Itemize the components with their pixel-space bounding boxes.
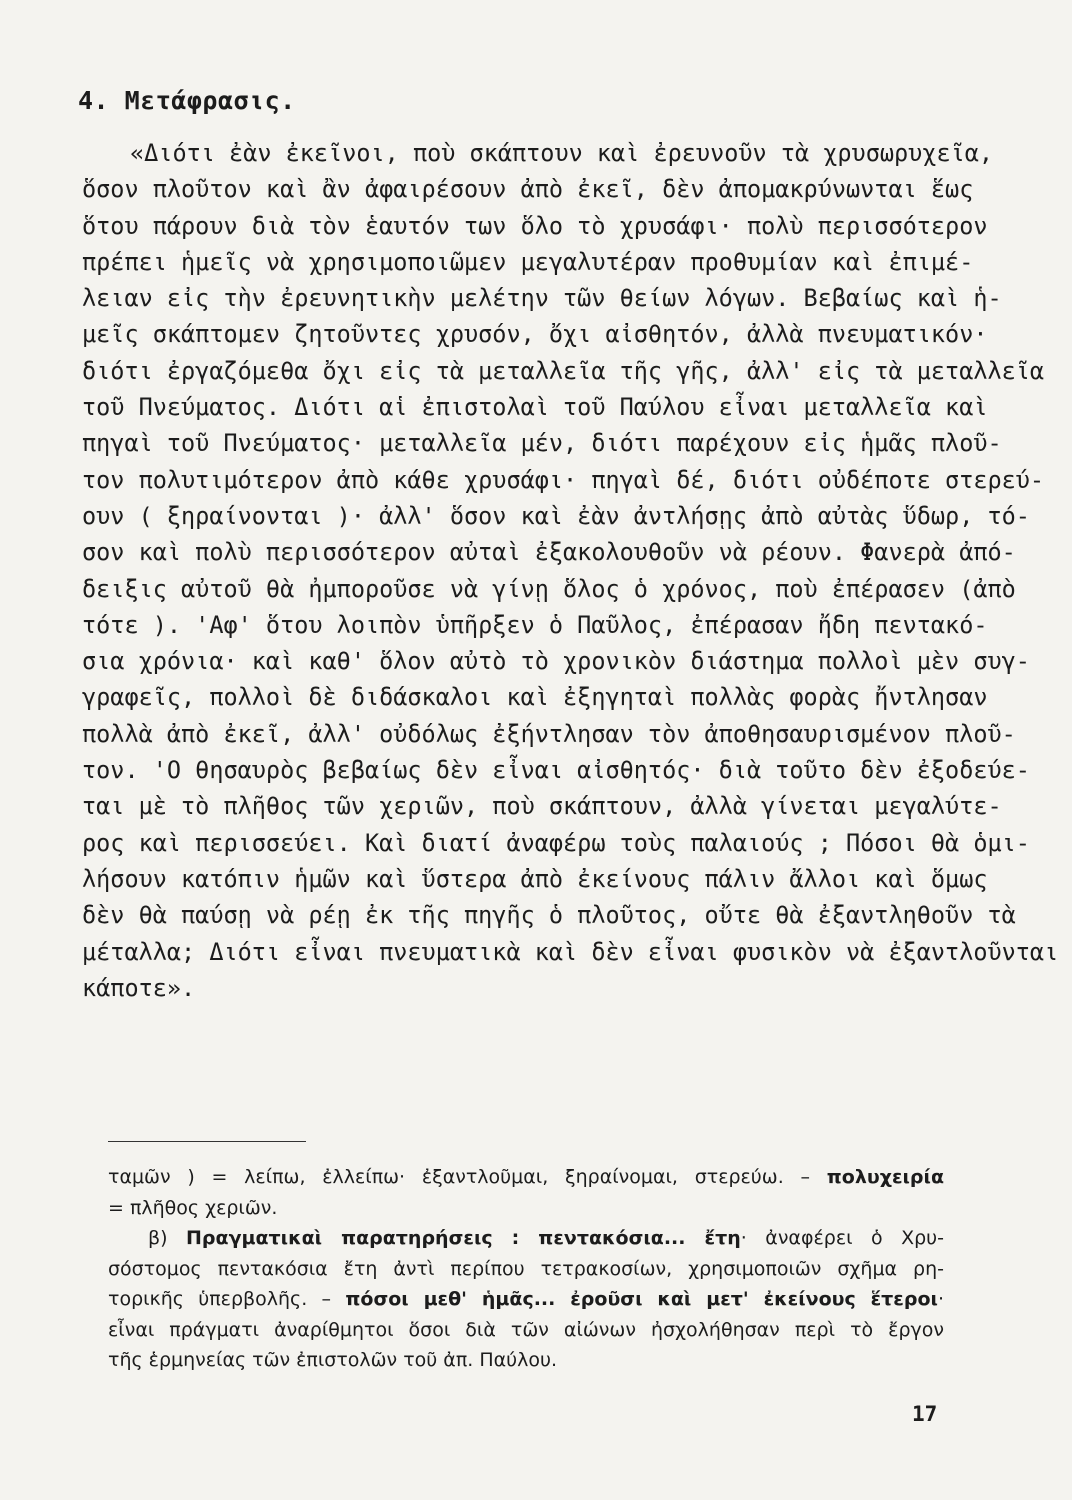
footnote-line	[108, 1193, 944, 1224]
body-line: πολλὰ ἀπὸ ἐκεῖ, ἀλλ' οὐδόλως ἐξήντλησαν τὸν ἀποθησαυρισμένον πλοῦ-	[82, 719, 1016, 748]
body-line: σον καὶ πολὺ περισσότερον αὐταὶ ἐξακολουθοῦν νὰ ρέουν. Φανερὰ ἀπό-	[82, 538, 1016, 567]
footnote-divider	[108, 1141, 306, 1142]
body-line: μεῖς σκάπτομεν ζητοῦντες χρυσόν, ὄχι αἰσθητόν, ἀλλὰ πνευματικόν·	[82, 320, 988, 349]
body-line: κάποτε».	[82, 973, 196, 1002]
footnote-text: ταμῶν ) = λείπω, ἐλλείπω· ἐξαντλοῦμαι, ξηραίνομαι, στερεύω. –	[108, 1166, 810, 1188]
body-line: ὅτου πάρουν διὰ τὸν ἑαυτόν των ὅλο τὸ χρυσάφι· πολὺ περισσότερον	[82, 211, 988, 240]
footnote-line	[108, 1315, 944, 1346]
page-number: 17	[912, 1402, 938, 1426]
body-line: πρέπει ἡμεῖς νὰ χρησιμοποιῶμεν μεγαλυτέραν προθυμίαν καὶ ἐπιμέ-	[82, 247, 974, 276]
footnote-line	[108, 1254, 944, 1285]
body-line: μέταλλα; Διότι εἶναι πνευματικὰ καὶ δὲν εἶναι φυσικὸν νὰ ἐξαντλοῦνται	[82, 937, 1059, 966]
footnotes	[108, 1162, 944, 1376]
body-line: ουν ( ξηραίνονται )· ἀλλ' ὅσον καὶ ἐὰν ἀντλήσῃς ἀπὸ αὐτὰς ὕδωρ, τό-	[82, 501, 1030, 530]
body-line: λήσουν κατόπιν ἡμῶν καὶ ὕστερα ἀπὸ ἐκείνους πάλιν ἄλλοι καὶ ὅμως	[82, 864, 988, 893]
footnote-line	[108, 1284, 944, 1315]
footnote-text: σόστομος πεντακόσια ἔτη ἀντὶ περίπου τετρακοσίων, χρησιμοποιῶν σχῆμα ρη-	[108, 1257, 944, 1280]
footnote-text: = πλῆθος χεριῶν.	[108, 1196, 278, 1219]
footnote-term: Πραγματικαὶ παρατηρήσεις : πεντακόσια... ἔτη	[186, 1227, 741, 1249]
body-line: τον πολυτιμότερον ἀπὸ κάθε χρυσάφι· πηγαὶ δέ, διότι οὐδέποτε στερεύ-	[82, 465, 1045, 494]
footnote-line	[108, 1223, 944, 1254]
footnote-text: ·	[937, 1288, 944, 1310]
section-heading: 4. Μετάφρασις.	[78, 86, 296, 115]
footnote-text: τορικῆς ὑπερβολῆς. –	[108, 1288, 332, 1310]
body-line: τότε ). 'Αφ' ὅτου λοιπὸν ὑπῆρξεν ὁ Παῦλος, ἐπέρασαν ἤδη πεντακό-	[82, 610, 988, 639]
body-line: σια χρόνια· καὶ καθ' ὅλον αὐτὸ τὸ χρονικὸν διάστημα πολλοὶ μὲν συγ-	[82, 647, 1030, 676]
footnote-line	[108, 1162, 944, 1193]
body-line: ὅσον πλοῦτον καὶ ἂν ἀφαιρέσουν ἀπὸ ἐκεῖ, δὲν ἀπομακρύνωνται ἕως	[82, 175, 974, 204]
body-line: δειξις αὐτοῦ θὰ ἠμποροῦσε νὰ γίνῃ ὅλος ὁ χρόνος, ποὺ ἐπέρασεν (ἀπὸ	[82, 574, 1016, 603]
body-line: διότι ἐργαζόμεθα ὄχι εἰς τὰ μεταλλεῖα τῆς γῆς, ἀλλ' εἰς τὰ μεταλλεῖα	[82, 356, 1045, 385]
body-line: τοῦ Πνεύματος. Διότι αἱ ἐπιστολαὶ τοῦ Παύλου εἶναι μεταλλεῖα καὶ	[82, 393, 988, 422]
body-line: ται μὲ τὸ πλῆθος τῶν χεριῶν, ποὺ σκάπτουν, ἀλλὰ γίνεται μεγαλύτε-	[82, 792, 1002, 821]
footnote-term: πόσοι μεθ' ἡμᾶς... ἐροῦσι καὶ μετ' ἐκείνους ἕτεροι	[345, 1288, 938, 1310]
translation-body	[82, 135, 1059, 1006]
footnote-label: β)	[148, 1227, 168, 1249]
body-line: γραφεῖς, πολλοὶ δὲ διδάσκαλοι καὶ ἐξηγηταὶ πολλὰς φορὰς ἤντλησαν	[82, 683, 988, 712]
body-line: λειαν εἰς τὴν ἐρευνητικὴν μελέτην τῶν θείων λόγων. Βεβαίως καὶ ἡ-	[82, 284, 1002, 313]
footnote-term: πολυχειρία	[826, 1166, 944, 1188]
body-line: ρος καὶ περισσεύει. Καὶ διατί ἀναφέρω τοὺς παλαιούς ; Πόσοι θὰ ὁμι-	[82, 828, 1030, 857]
footnote-text: τῆς ἑρμηνείας τῶν ἐπιστολῶν τοῦ ἀπ. Παύλου.	[108, 1349, 558, 1371]
body-line: δὲν θὰ παύσῃ νὰ ρέῃ ἐκ τῆς πηγῆς ὁ πλοῦτος, οὔτε θὰ ἐξαντληθοῦν τὰ	[82, 901, 1016, 930]
body-line: «Διότι ἐὰν ἐκεῖνοι, ποὺ σκάπτουν καὶ ἐρευνοῦν τὰ χρυσωρυχεῖα,	[130, 139, 994, 167]
body-line: τον. 'Ο θησαυρὸς βεβαίως δὲν εἶναι αἰσθητός· διὰ τοῦτο δὲν ἐξοδεύε-	[82, 756, 1030, 785]
footnote-line	[108, 1345, 944, 1376]
body-line: πηγαὶ τοῦ Πνεύματος· μεταλλεῖα μέν, διότι παρέχουν εἰς ἡμᾶς πλοῦ-	[82, 429, 1002, 458]
footnote-text: εἶναι πράγματι ἀναρίθμητοι ὅσοι διὰ τῶν αἰώνων ἠσχολήθησαν περὶ τὸ ἔργον	[108, 1318, 944, 1341]
footnote-text: · ἀναφέρει ὁ Χρυ-	[740, 1227, 944, 1249]
